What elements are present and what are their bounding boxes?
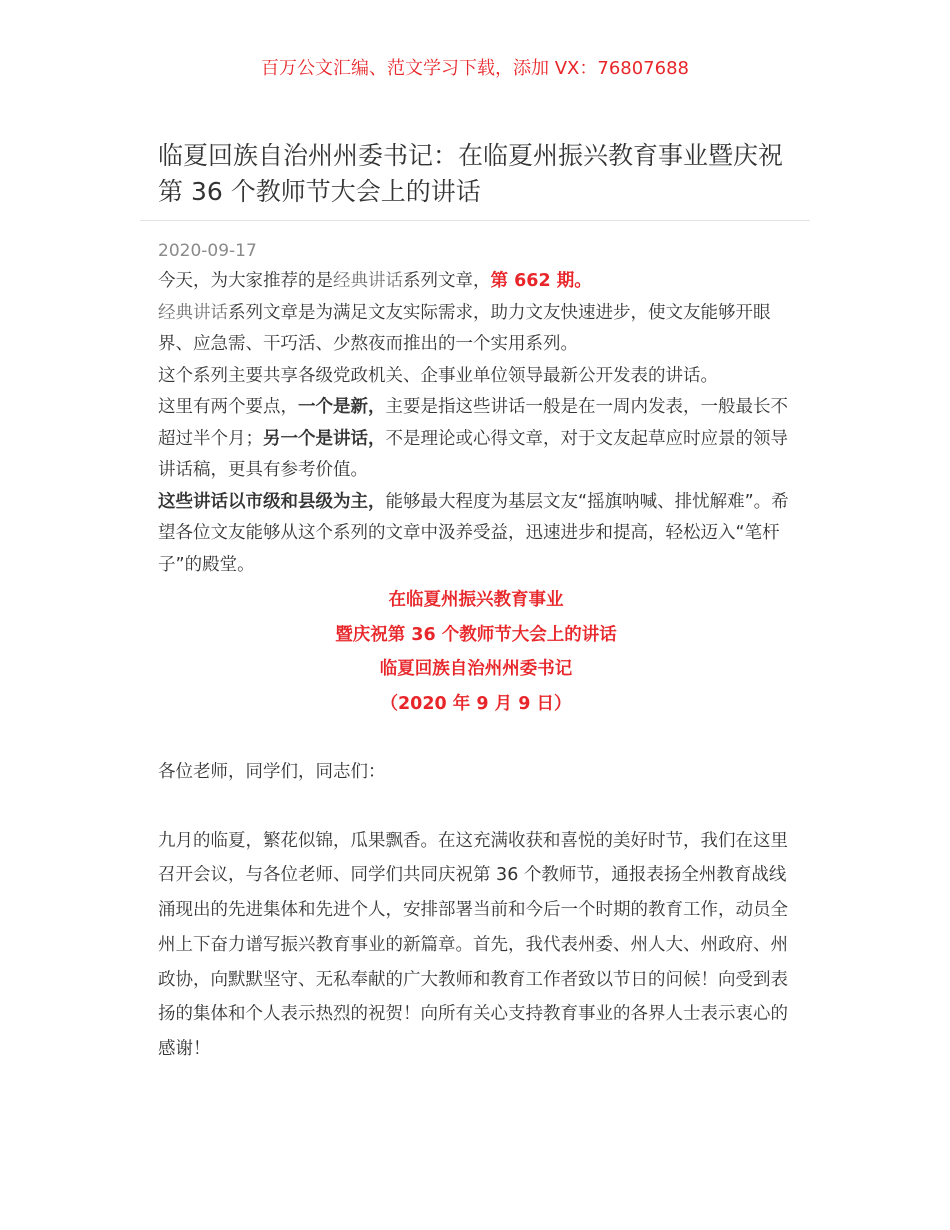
intro-text: 今天，为大家推荐的是 <box>158 271 333 291</box>
spacer <box>158 721 794 755</box>
key-point: 一个是新， <box>298 397 386 417</box>
publish-date: 2020-09-17 <box>158 241 257 261</box>
spacer <box>158 790 794 824</box>
key-point: 这些讲话以市级和县级为主， <box>158 491 386 512</box>
title-divider <box>140 220 810 221</box>
speech-date: （2020 年 9 月 9 日） <box>380 693 572 714</box>
speech-title-line-1: 在临夏州振兴教育事业 <box>388 590 564 610</box>
intro-text: 这里有两个要点， <box>158 397 298 417</box>
speech-header <box>158 583 794 721</box>
intro-text: 能够最大程度为基层文友“摇旗呐喊、排忧解难”。希望各位文友能够从这个系列的文章中汲养受益，迅速进步和提高，轻松迈入“笔杆子”的殿堂。 <box>158 491 789 575</box>
intro-text: 不是理论或心得文章，对于文友起草应时应景的领导讲话稿，更具有参考价值。 <box>158 428 788 480</box>
speech-title-line-2: 暨庆祝第 36 个教师节大会上的讲话 <box>335 624 617 645</box>
speech-paragraph-1: 九月的临夏，繁花似锦，瓜果飘香。在这充满收获和喜悦的美好时节，我们在这里召开会议，与各位老师、同学们共同庆祝第 36 个教师节，通报表扬全州教育战线涌现出的先进集体和先进个人，安排部署当前和今后一个时期的教育工作，动员全州上下奋力谱写振兴教育事业的新篇章。首先，我代表州委、州人大、州政府、州政协，向默默坚守、无私奉献的广大教师和教育工作者致以节日的问候！向受到表扬的集体和个人表示热烈的祝贺！向所有关心支持教育事业的各界人士表示衷心的感谢！ <box>158 830 788 1059</box>
intro-text: 系列文章， <box>403 271 491 291</box>
intro-paragraph-2 <box>158 298 794 361</box>
series-name: 经典讲话 <box>158 302 228 323</box>
intro-text: 系列文章是为满足文友实际需求，助力文友快速进步，使文友能够开眼界、应急需、干巧活、少熬夜而推出的一个实用系列。 <box>158 302 771 354</box>
intro-paragraph-1 <box>158 266 794 298</box>
article-title: 临夏回族自治州州委书记：在临夏州振兴教育事业暨庆祝第 36 个教师节大会上的讲话 <box>158 141 784 206</box>
article-body <box>158 236 794 1067</box>
intro-paragraph-5 <box>158 487 794 582</box>
intro-text: 主要是指这些讲话一般是在一周内发表，一般最长不超过半个月； <box>158 397 788 449</box>
key-point: 另一个是讲话， <box>263 428 386 449</box>
salutation: 各位老师，同学们，同志们： <box>158 762 386 782</box>
series-name: 经典讲话 <box>333 271 403 291</box>
intro-paragraph-4 <box>158 392 794 487</box>
promo-banner: 百万公文汇编、范文学习下载，添加 VX：76807688 <box>261 58 689 79</box>
intro-paragraph-3: 这个系列主要共享各级党政机关、企事业单位领导最新公开发表的讲话。 <box>158 365 718 386</box>
issue-number: 第 662 期。 <box>490 271 592 291</box>
speech-speaker: 临夏回族自治州州委书记 <box>379 659 573 679</box>
